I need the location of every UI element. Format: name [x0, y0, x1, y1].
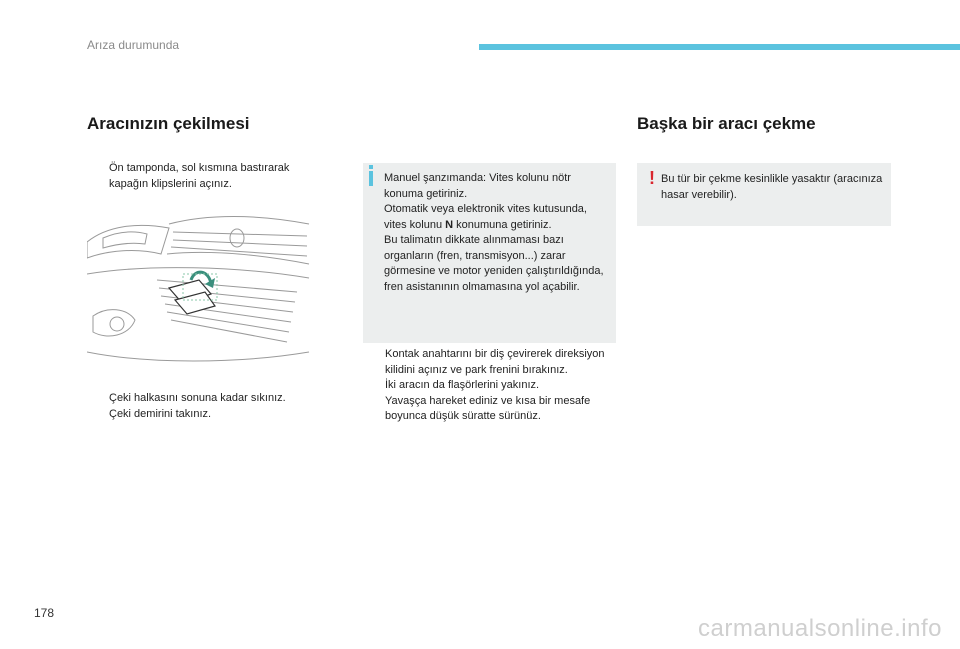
list-item-text: Yavaşça hareket ediniz ve kısa bir mesafe boyunca düşük süratte sürünüz. [385, 394, 591, 422]
list-item [87, 391, 327, 407]
left-section-title: Aracınızın çekilmesi [87, 114, 250, 133]
left-instructions-top [87, 161, 327, 192]
header-accent-bar [479, 44, 960, 50]
list-item-text: İki aracın da flaşörlerini yakınız. [385, 379, 540, 391]
list-item [87, 161, 327, 192]
info-text [384, 171, 609, 295]
info-line-manual: Manuel şanzımanda: Vites kolunu nötr konuma getiriniz. [384, 172, 571, 200]
list-item-text: Kontak anahtarını bir diş çevirerek direksiyon kilidini açınız ve park frenini bırakınız. [385, 348, 605, 376]
warning-box [637, 163, 891, 226]
gear-n-label: N [445, 218, 454, 231]
list-item-text: Çeki demirini takınız. [109, 407, 212, 420]
info-line-warning: Bu talimatın dikkate alınmaması bazı organların (fren, transmisyon...) zarar görmesine ve motor yeniden çalıştırıldığında, fren asistanının olmamasına yol açabilir. [384, 234, 604, 293]
list-item [87, 407, 327, 423]
list-item [363, 347, 613, 378]
page-number: 178 [34, 606, 55, 620]
list-item-text: Ön tamponda, sol kısmına bastırarak kapağın klipslerini açınız. [109, 162, 290, 190]
section-header: Arıza durumunda [87, 38, 180, 52]
middle-instructions [363, 347, 613, 425]
list-item [363, 378, 613, 394]
car-front-bumper-icon [87, 214, 311, 371]
info-box [363, 163, 616, 343]
bumper-illustration [87, 214, 311, 371]
info-icon-bar [369, 171, 373, 186]
watermark: carmanualsonline.info [698, 615, 942, 642]
warning-icon: ! [649, 168, 655, 188]
info-line-auto-end: konumuna getiriniz. [453, 218, 552, 231]
right-section-title: Başka bir aracı çekme [637, 114, 816, 133]
left-instructions-bottom [87, 391, 327, 422]
warning-text: Bu tür bir çekme kesinlikle yasaktır (aracınıza hasar verebilir). [661, 173, 883, 201]
info-icon [369, 165, 373, 169]
list-item-text: Çeki halkasını sonuna kadar sıkınız. [109, 392, 286, 404]
list-item [363, 394, 613, 425]
info-line-auto: Otomatik veya elektronik vites kutusunda, vites kolunu [384, 203, 587, 231]
